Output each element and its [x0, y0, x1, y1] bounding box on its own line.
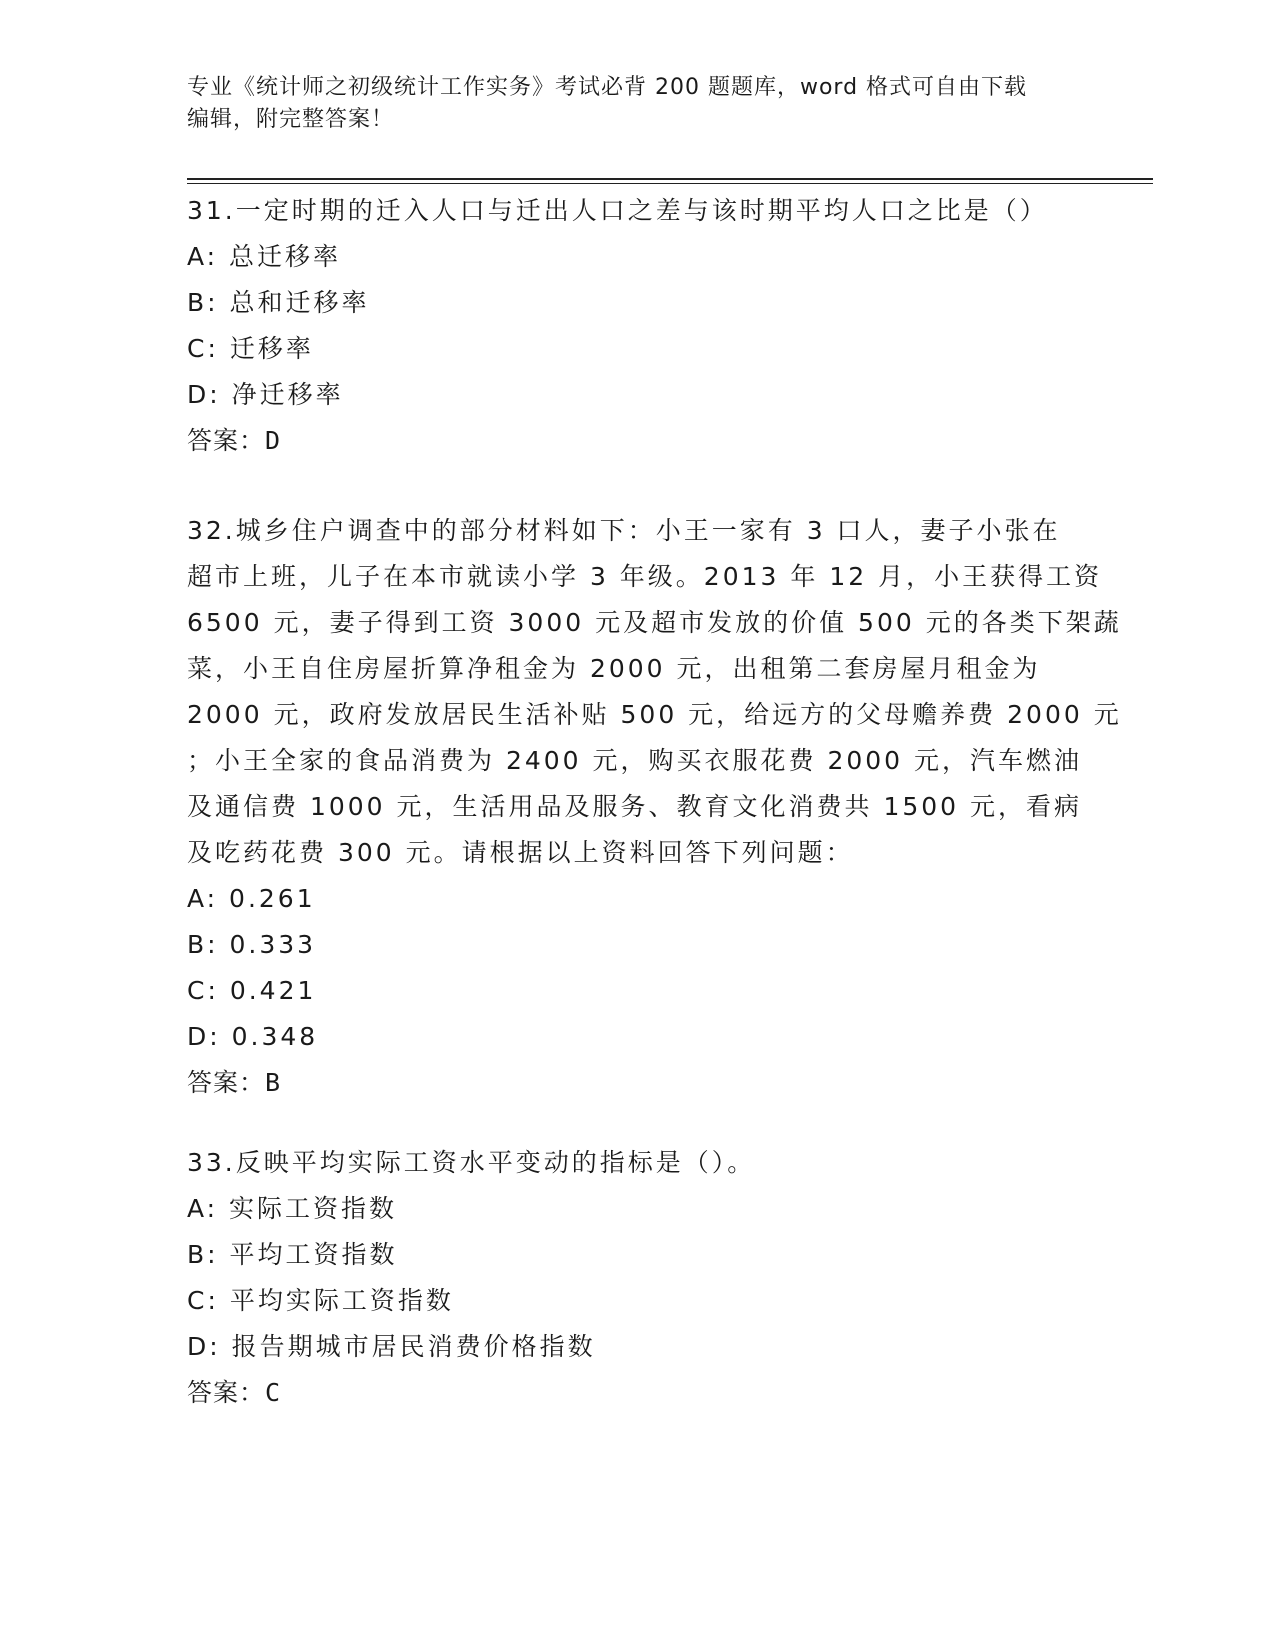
- option-c: C: 平均实际工资指数: [187, 1286, 454, 1315]
- question-33: [187, 1140, 1087, 1416]
- stem-line: 菜，小王自住房屋折算净租金为 2000 元，出租第二套房屋月租金为: [187, 654, 1041, 683]
- question-31: [187, 188, 1087, 464]
- stem-line: 超市上班，儿子在本市就读小学 3 年级。2013 年 12 月，小王获得工资: [187, 562, 1103, 591]
- question-stem: [187, 1140, 1087, 1186]
- document-header: [187, 72, 1067, 136]
- option-a: A: 0.261: [187, 884, 316, 913]
- option-c: C: 0.421: [187, 976, 317, 1005]
- answer-value: B: [265, 1068, 282, 1097]
- option-d: D: 报告期城市居民消费价格指数: [187, 1332, 596, 1361]
- stem-line: 及吃药花费 300 元。请根据以上资料回答下列问题：: [187, 838, 854, 867]
- answer-line: [187, 1060, 1087, 1106]
- question-32: [187, 508, 1122, 1106]
- header-line-1: 专业《统计师之初级统计工作实务》考试必背 200 题题库，word 格式可自由下载: [187, 75, 1028, 100]
- option-a: A: 实际工资指数: [187, 1194, 398, 1223]
- option-d: D: 0.348: [187, 1022, 319, 1051]
- header-divider-thick: [187, 178, 1153, 180]
- option-a: A: 总迁移率: [187, 242, 342, 271]
- option-d: D: 净迁移率: [187, 380, 344, 409]
- answer-value: C: [265, 1378, 282, 1407]
- header-divider-thin: [187, 183, 1153, 184]
- answer-line: [187, 1370, 1087, 1416]
- option-b: B: 总和迁移率: [187, 288, 370, 317]
- option-b: B: 0.333: [187, 930, 317, 959]
- stem-line: 6500 元，妻子得到工资 3000 元及超市发放的价值 500 元的各类下架蔬: [187, 608, 1122, 637]
- answer-line: [187, 418, 1087, 464]
- answer-label: 答案：: [187, 426, 266, 455]
- stem-line: 31.一定时期的迁入人口与迁出人口之差与该时期平均人口之比是（）: [187, 196, 1048, 225]
- answer-value: D: [265, 426, 282, 455]
- answer-label: 答案：: [187, 1378, 266, 1407]
- stem-line: 2000 元，政府发放居民生活补贴 500 元，给远方的父母赡养费 2000 元: [187, 700, 1122, 729]
- stem-line: 32.城乡住户调查中的部分材料如下：小王一家有 3 口人，妻子小张在: [187, 516, 1061, 545]
- header-line-2: 编辑，附完整答案！: [187, 107, 395, 132]
- stem-line: ；小王全家的食品消费为 2400 元，购买衣服花费 2000 元，汽车燃油: [187, 746, 1083, 775]
- stem-line: 及通信费 1000 元，生活用品及服务、教育文化消费共 1500 元，看病: [187, 792, 1083, 821]
- option-c: C: 迁移率: [187, 334, 314, 363]
- answer-label: 答案：: [187, 1068, 266, 1097]
- stem-line: 33.反映平均实际工资水平变动的指标是（）。: [187, 1148, 756, 1177]
- question-stem: [187, 508, 1122, 876]
- option-b: B: 平均工资指数: [187, 1240, 398, 1269]
- question-stem: [187, 188, 1087, 234]
